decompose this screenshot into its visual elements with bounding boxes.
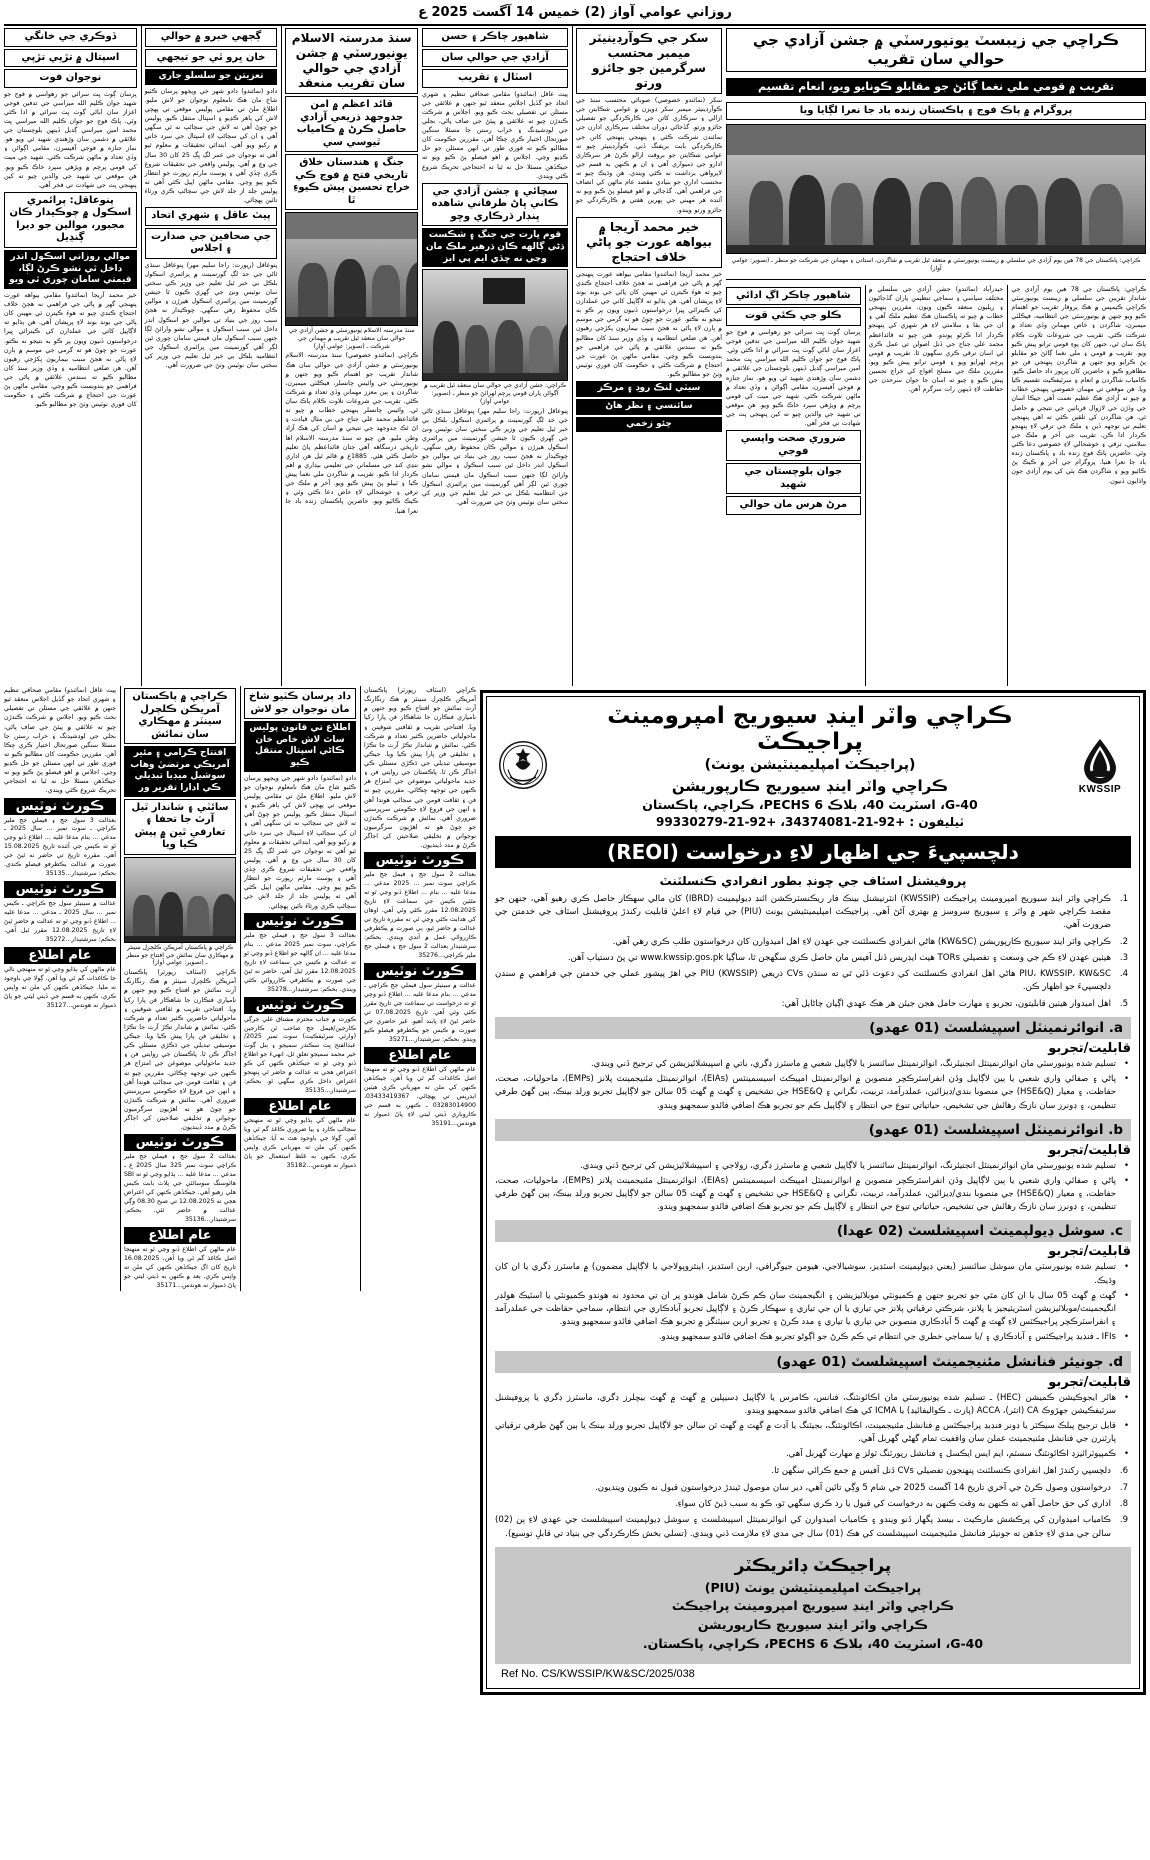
- lead-headline: ڪراچي جي زيبسٽ يونيورسٽي ۾ جشن آزادي جي حوالي سان تقريب: [726, 28, 1146, 72]
- bottom-left-photo: [124, 857, 236, 943]
- ad-closing-list: [495, 1465, 1131, 1541]
- position-a-qual-label: قابليت/تجربو: [1048, 1041, 1131, 1057]
- position-c-bar: [495, 1220, 1131, 1242]
- left-col3-body: پرسان ڳوٺ ڀت سرائي جو رهواسي ۾ فوج جو شهيد جوان ڪليم الله ميراسي جي تدفين فوجي اعزاز سان اباڻي ڳوٺ ڀت سرائي ۾ ادا ڪئي وئي. پاڪ فوج جو جوان ڪليم الله ميراسي ڀت محمد امين ميراسي ڳديل ڏينهن بلوچستان جي علائقي ۾ دشمن سان وڙهندي شهيد ٿي ويو هو. نماز جنازه ۾ فوجي آفيسرن، مقامي اڳواڻن ۽ وڏي تعداد ۾ ماڻهن شرڪت ڪئي. شهيد جي ميت کي قومي پرچم ۾ ويڙهي سپرد خاڪ ڪيو ويو. هن موقعي تي شهيد جي والدين چيو ته کين پنهنجي پٽ جي شهادت تي فخر آهي.: [3, 90, 137, 189]
- bullet-item: [495, 1058, 1131, 1071]
- school-headline: پنوعاقل: پرائمري اسڪول ۾ چوڪيدار ڪان مجبور، موالين جو ديرا ڳنڍيل: [4, 192, 137, 248]
- left-mid-kicker: سائٽي ۽ شاندار ٿيل آرٽ جا تحفا ۽ تعارفي ٿين ۾ پيش ڪيا ويا: [124, 799, 236, 855]
- position-a-bar: [495, 1017, 1131, 1039]
- court-notice-body: بعدالت 2 سول جج ۽ فيملي جج ملير ڪراچي سوٽ نمبر 325 سال 2025 ع ـ مدعي ... مدعا عليه ... ٻڌايو وڃي ٿو ته SBI هائوسنگ سوسائٽي جي پلاٽ بابت ڪيس هلي رهيو آهي. جيڪڏهن ڪنهن کي اعتراض هجي ته 12.08.2025 تي صبح 08.30 وڳي عدالت ۾ حاضر ٿئي. بحڪم: سرشتيدار...35136: [124, 1153, 236, 1224]
- position-c-qual-label: قابليت/تجربو: [1048, 1244, 1131, 1260]
- list-item: [495, 968, 1131, 995]
- left-photo-caption: سنڌ مدرستہ الاسلام يونيورسٽي ۾ جشن آزادي جي حوالي سان منعقد ٿيل تقريب ۾ مهمانن جي شرڪت ـ (تصوير: عوامي آواز): [288, 327, 415, 350]
- ad-title-primary: ڪراچي واٽر اينڊ سيوريج امپرومينٽ پراجيڪٽ: [607, 703, 1013, 756]
- bullet-text: تسليم شده يونيورسٽي مان انوائرنمينٽل انجنيئرنگ، انوائرنمينٽل سائنسز يا لاڳاپيل شعبي ۾ ماسٽرز ڊگري، باتي ۾ اسپيشلائيزيشن کي ترجيح ڏني ويندي.: [590, 1059, 1116, 1070]
- general-notice-body: عام ماڻهن کي اطلاع ڏنو وڃي ٿو ته منهنجا اصل ڪاغذ گم ٿي ويا آهن، 16.08.2025 تاريخ کان اڳ جيڪڏهن ڪنهن کي ملن ته واپس ڪري. بعد ۾ ڪنهن به ڏيتي ليتي جو پاڻ ذميوار نه هوندس...35171: [124, 1246, 236, 1290]
- bullet-text: گهٽ ۾ گهٽ 05 سال يا ان کان مٿي جو تجربو جنهن ۾ ڪميونٽي موبلائيزيشن ۽ انگيجمينٽ سان ڪم ڪرڻ شامل هوندو پر ان تي محدود نه هوندو ڪميونٽي يا اسٽيڪ هولڊر انگيجمينٽ/موبلائيزيشن اسٽريٽيجيز يا پلانز، شرڪتي ترقياتي پلانز جي تياري يا ان جي تياري ۽ سهڪار ڪرڻ ۽ لاڳاپيل تجربو آبادڪاري جي انتظام، سماجي حفاظت جي عملدرآمد ۽ انفراسٽرڪچر پراجيڪٽس لاءِ گهٽ ۾ گهٽ 5 آبادڪاري منصوبن جي تياري يا تياري ۽ مدد ڪرڻ ۽ تجربو اربن سيٽنگز ۾ تجربو هڪ اضافي فائدو سمجهيو ويندو.: [495, 1290, 1116, 1328]
- ad-title-block: [559, 703, 1061, 831]
- signature-project: ڪراچي واٽر اينڊ سيوريج امپرومينٽ پراجيڪٽ: [671, 1598, 955, 1614]
- lead-body-text-3: پرسان ڳوٺ ڀت سرائي جو رهواسي ۾ فوج جو شهيد جوان ڪليم الله ميراسي جي تدفين فوجي اعزاز سان اباڻي ڳوٺ ڀت سرائي ۾ ادا ڪئي وئي. پاڪ فوج جو جوان ڪليم الله ميراسي ڀت محمد امين ميراسي ڳديل ڏينهن بلوچستان جي علائقي ۾ دشمن سان وڙهندي شهيد ٿي ويو هو. نماز جنازه ۾ فوجي آفيسرن، مقامي اڳواڻن ۽ وڏي تعداد ۾ ماڻهن شرڪت ڪئي. شهيد جي ميت کي قومي پرچم ۾ ويڙهي سپرد خاڪ ڪيو ويو. هن موقعي تي شهيد جي والدين چيو ته کين پنهنجي پٽ جي شهادت تي فخر آهي.: [725, 328, 861, 428]
- item-number: 9.: [1119, 1515, 1129, 1526]
- kwssip-logo-text: KWSSIP: [1078, 784, 1122, 796]
- signature-org: ڪراچي واٽر اينڊ سيوريج ڪارپوريشن: [697, 1617, 929, 1633]
- item-number: 8.: [1119, 1499, 1129, 1509]
- bullet-icon: •: [1123, 1175, 1129, 1186]
- narrative-4: پيٽ عاقل (نمائندو) مقامي صحافي تنظيم ۽ شهري اتحاد جو گڏيل اجلاس منعقد ٿيو جنهن ۾ علائقي جي مسئلن تي تفصيلي بحث ڪيو ويو. اجلاس ۾ شرڪت ڪندڙن چيو ته علائقي ۾ پيئڻ جي صاف پاڻي، بجلي جي لوڊشيڊنگ ۽ خراب رستن جا مسئلا سنگين صورتحال اختيار ڪري چڪا آهن. مقررين حڪومت کان مطالبو ڪيو ته فوري طور تي انهن مسئلن جو حل ڪڍيو وڃي. اجلاس ۾ اهو فيصلو پڻ ڪيو ويو ته جيڪڏهن مسئلا حل نه ٿيا ته احتجاجي تحريڪ شروع ڪئي ويندي.: [4, 687, 116, 795]
- classified-col-1: [360, 686, 476, 1291]
- general-notice-body: عام ماڻهن کي ٻڌايو وڃي ٿو ته منهنجي نالي جا ڪاغذات گم ٿي ويا آهن. ڳولا جي باوجود نه مليا. جيڪڏهن ڪنهن کي ملن ته واپس ڪري. ڪنهن به قسم جي ڏيتي ليتي جو پاڻ ذميوار نه هوندس...35127: [4, 966, 116, 1010]
- item-number: 5.: [1119, 998, 1129, 1009]
- lead-subhead: تقريب ۾ قومي ملي نغما ڳائڻ جو مقابلو ڪونايو ويو، انعام تقسيم: [726, 78, 1146, 96]
- left-mid-headline: ڪراچي ۾ پاڪستان آمريڪن ڪلچرل سينٽر ۾ مهڪاري سان نمائش: [124, 688, 236, 744]
- left-col-2: [141, 26, 278, 686]
- court-notice-body: ڪورٽ ۾ جناب محترم مشتاق علي جرڳي ڪارجين/فيمل جج صاحب ٽن ڪارجين (وارثي سرٽيفڪيٽ) سوٽ نمبر 2025/ عبدالفتح ڀت سڪندر سميجو ۽ ٻنل ڳوٺ خير محمد سميجو تعلق ٿل، انهيءَ جو اطلاع ڏنو وڃي ٿو ته جيڪڏهن ڪنهن کي ڪو اعتراض هجي ته عدالت ۾ حاضر ٿي پنهنجو اعتراض داخل ڪري سگهي ٿو. بحڪم: سرشتيدار...35135: [244, 1015, 356, 1095]
- item-number: 7.: [1119, 1482, 1129, 1493]
- general-notice-body: عام ماڻهن کي اطلاع ڏنو وڃي ٿو ته منهنجا اصل ڪاغذات گم ٿي ويا آهن. جيڪڏهن ڪنهن کي ملن ته مهرباني ڪري هيٺين ايڊريس تي پهچائي. 03433419367، 03283014900 ـ ڪنهن به قسم جي ڪاروباري ڏيتي ليتي لاءِ پاڻ ذميوار نه هوندس...35191: [364, 1065, 476, 1127]
- bullet-item: [495, 1448, 1131, 1461]
- list-item: [495, 998, 1131, 1011]
- divider: [726, 279, 1146, 280]
- peace-headline: پيٽ عاقل ۽ شهري اتحاد: [145, 207, 278, 226]
- bullet-item: [495, 1261, 1131, 1287]
- left-box-3: تعزيتن جو سلسلو جاري: [145, 69, 278, 85]
- list-item: [495, 952, 1131, 965]
- court-notice-head: ڪورٽ نوٽيس: [364, 852, 476, 869]
- position-b-qual-label: قابليت/تجربو: [1048, 1142, 1131, 1158]
- left-mid-subhead: افتتاح ڪرامي ۽ مئير آمريڪي مرتضيٰ وهاب سوشيل ميڊيا تبديلي ڪي ادارا تقرير ور: [124, 746, 236, 797]
- stack-box-3: چئو زخمي: [576, 417, 722, 433]
- court-notice-body: بعدالت 2 سول جج ۽ فيمل جج ملير ڪراچي سوٽ نمبر ... 2025 مدعي ... مدعا عليه ... بنام ... اطلاع ڏنو وڃي ٿو ته مٿئين ڪيس جي سماعت لاءِ تاريخ 12.08.2025 مقرر ڪئي وئي آهي. اوهان کي هدايت ڪئي وڃي ٿي ته مقرره تاريخ تي عدالت ۾ حاضر ٿيو، ٻي صورت ۾ يڪطرفي ڪارروائي عمل ۾ آندي ويندي. بحڪم: سرشتيدار بعدالت 2 سول جج ۽ فيملي جج ملير ڪراچي...35276: [364, 871, 477, 960]
- top-zone: [4, 26, 1146, 686]
- bullet-text: تسليم شده يونيورسٽي مان انوائرنمينٽل انجنيئرنگ، انوائرنمينٽل سائنسز يا لاڳاپيل شعبي ۾ ماسٽرز ڊگري، زولاجي ۽ اسپيشلائيزيشن کي ترجيح ڏني ويندي.: [580, 1160, 1116, 1171]
- ad-reference-number: Ref No. CS/KWSSIP/KW&SC/2025/038: [501, 1667, 695, 1680]
- masthead: [4, 0, 1146, 26]
- bullet-text: پاڻي ۽ صفائي واري شعبي يا ٻين لاڳاپيل وڏن انفراسٽرڪچر منصوبن ۾ انوائرنمينٽل امپيڪٽ اسيسمينٽس (EIAs)، انوائرنمينٽل مئنيجمينٽ پلانز (EMPs)، ماحوليات، صحت، حفاظت، ۽ معيار (HSE&Q) جي منصوبا بندي/ڊيزائين، عملدرآمد، تربيت، نگراني ۽ HSE&Q جي تشخيص ۽ گهٽ ۾ گهٽ 05 سالن جو لاڳاپيل تجربو ورلڊ بينڪ، ٻين گهڻ طرفي تنظيمن، ۽ ڊونرز سان نازڪ رهائش جي تشخيص، حياتياتي تنوع جي انتظار ۽ لاڳاپيل ڪم جو تجربو هڪ اضافي فائدو سمجهيو ويندو.: [495, 1074, 1116, 1111]
- mid-box-2: آزادي جي حوالي سان: [422, 49, 568, 68]
- ad-header: [495, 703, 1131, 831]
- court-notice-head: ڪورٽ نوٽيس: [244, 997, 356, 1014]
- item-number: 6.: [1119, 1466, 1129, 1477]
- bullet-text: قابل ترجيح پبلڪ سيڪٽر يا ڊونر فنڊيڊ پراجيڪٽس ۾ فنانشل مئنيجمينٽ، اڪائونٽنگ، بجيٽنگ يا آڊٽ ۾ گهٽ ۾ گهٽ ٽن سالن جو لاڳاپيل تجربو ورلڊ بينڪ يا ٻين گهڻ طرفي ترقياتي پارٽنرن جي فنانشل مئنيجمينٽ عملن سان واقفيت تمام گهڻي گهربل آهي.: [495, 1420, 1116, 1445]
- position-d-bar: [495, 1351, 1131, 1373]
- list-item: [495, 893, 1131, 933]
- bullet-item: [495, 1420, 1131, 1446]
- small-box-c: ضروري صحت واپسي فوجي: [726, 430, 861, 461]
- ad-signature-block: [495, 1547, 1131, 1664]
- small-box-b: ڪلو جي ڪئي قوت: [726, 307, 861, 326]
- court-notice-body: بعدالت 3 سول جج ۽ فيملي جج ملير ڪراچي، سوٽ نمبر 2025 مدعي ... بنام مدعا عليه ... ان ڳالهه جو اطلاع ڏنو وڃي ٿو ته عدالت ۾ ڪيس جي سماعت لاءِ تاريخ 12.08.2025 مقرر ٿيل آهي. حاضر نه ٿيڻ جي صورت ۾ يڪطرفي ڪارروائي ڪئي ويندي. بحڪم: سرشتيدار...35278: [244, 931, 356, 993]
- left-top-kicker: جنگ ۽ هندستان خلاق تاريخي فتح ۾ فوج ڪي خراج تحسين پيش ڪيوءِ ٿا: [285, 154, 418, 210]
- khair-body: خير محمد آريجا (نمائندو) مقامي بيواهه عورت پنهنجي گهر ۾ پاڻي جي فراهمي نه هجڻ خلاف احتجاج ڪندي چيو ته هوءَ ڪيترن ئي مهينن کان پاڻي جي بوند بوند لاءِ پريشان آهي. هن ٻڌايو ته لاڳاپيل کاتي جي عملدارن کي ڪيترائي ڀيرا درخواستون ڏنيون ويون پر ڪو به نتيجو نه نڪتو. عورت جو چوڻ هو ته گرمي جي موسم ۾ ٻارن لاءِ پاڻي نه هجڻ سبب بيماريون پکڙجي رهيون آهن. هن ضلعي انتظاميه ۽ وڏي وزير سنڌ کان مطالبو ڪيو ته سندس علائقي ۾ پاڻي جي فراهمي جو بندوبست ڪيو وڃي. مقامي ماڻهن پڻ عورت جي احتجاج ۾ شرڪت ڪئي ۽ حڪومت کان فوري نوٽيس وٺڻ جو مطالبو ڪيو.: [576, 270, 722, 378]
- bullet-item: [495, 1290, 1131, 1330]
- left-box-2: خان ڀرو ٿي جو تيجهي: [145, 49, 278, 68]
- bullet-text: IFIs ـ فنڊيڊ پراجيڪٽس ۽ آبادڪاري ۽ /يا سماجي خطري جي انتظام تي ڪم ڪرڻ جو اڳوڻو تجربو هڪ اضافي فائدو سمجهيو ويندو.: [658, 1332, 1116, 1343]
- position-c-title: سوشل ڊيولپمينٽ اسپيشلسٽ (02 عهدا): [836, 1223, 1106, 1240]
- govt-emblem-icon: [495, 736, 551, 798]
- bullet-icon: •: [1123, 1160, 1129, 1171]
- bullet-item: [495, 1175, 1131, 1215]
- box-list-2: اسپتال ۾ تڙپي تڙپي: [4, 49, 137, 68]
- bullet-icon: •: [1123, 1290, 1129, 1301]
- bullet-item: [495, 1073, 1131, 1113]
- narrative-1: ڪراچي (اسٽاف رپورٽر) پاڪستان آمريڪن ڪلچرل سينٽر ۾ هڪ رنگارنگ آرٽ نمائش جو افتتاح ڪيو ويو جنهن ۾ نامياري فنڪارن جا شاهڪار فن پارا رکيا ويا. افتتاحي تقريب ۾ ثقافتي شوقينن ۽ ماحولياتي حاضرين ڪثير تعداد ۾ شرڪت ڪئي. نمائش ۾ شاندار تڪڙ آرٽ جا تڪڙا ۽ تخليقي فن پارا پيش ڪيا ويا. جيڪي موسيقي تبديلي جي ڌڪڙي مسئلي ڪي اجاگر ڪن ٿا. پاڪستان جي روايتي فن ۽ جديد ماحولياتي موضوعن جي امتزاج هر ڪنهن جي توجهه ڇڪائي. مقررين چيو ته فن ۽ ثقافت قومن جي سڃاڻپ هوندا آهن ۽ انهن جي فروغ لاءِ حڪومتي سرپرستي ضروري آهي. نمائش ۾ شرڪت ڪندڙن جو چوڻ هو ته اهڙيون سرگرميون نوجوانن ۾ تخليقي صلاحيتن کي اجاگر ڪرڻ ۾ مدد ڏينديون.: [364, 687, 476, 850]
- bullet-item: [495, 1160, 1131, 1173]
- peace-subhead: جي صحافين جي صدارت ۽ اجلاس: [145, 228, 278, 259]
- court-notice-head: ڪورٽ نوٽيس: [244, 913, 356, 930]
- mid-body-1: پيٽ عاقل (نمائندو) مقامي صحافي تنظيم ۽ شهري اتحاد جو گڏيل اجلاس منعقد ٿيو جنهن ۾ علائقي جي مسئلن تي تفصيلي بحث ڪيو ويو. اجلاس ۾ شرڪت ڪندڙن چيو ته علائقي ۾ پيئڻ جي صاف پاڻي، بجلي جي لوڊشيڊنگ ۽ خراب رستن جا مسئلا سنگين صورتحال اختيار ڪري چڪا آهن. مقررين حڪومت کان مطالبو ڪيو ته فوري طور تي انهن مسئلن جو حل ڪڍيو وڃي. اجلاس ۾ اهو فيصلو پڻ ڪيو ويو ته جيڪڏهن مسئلا حل نه ٿيا ته احتجاجي تحريڪ شروع ڪئي ويندي.: [422, 90, 568, 180]
- general-notice-head: عام اطلاع: [4, 947, 116, 964]
- flag-photo: [422, 269, 568, 381]
- mid-headline-dad: داد پرسان ڪٽيو شاخ مان نوجوان جو لاش: [244, 688, 356, 719]
- flag-photo-caption: ڪراچي: جشن آزادي جي حوالي سان منعقد ٿيل تقريب ۾ اڳواڻن پاران قومي پرچم لهرائڻ جو منظر ـ (تصوير: عوامي آواز): [424, 382, 566, 405]
- small-box-d: جوان بلوچستان جي شهيد: [726, 463, 861, 494]
- box-list-3: نوجوان فوت: [4, 69, 137, 88]
- list-item: [495, 1465, 1131, 1478]
- left-box-1: ڳجهي خبرو ۾ حوالي: [145, 28, 278, 47]
- position-d-bullets: [495, 1392, 1131, 1462]
- position-b-bar: [495, 1119, 1131, 1141]
- general-notice-head: عام اطلاع: [244, 1098, 356, 1115]
- position-d-key: d.: [1108, 1353, 1123, 1370]
- mid-box-3: اسٽال ۽ تقريب: [422, 69, 568, 88]
- court-notice-body: عدالت ۾ سينيئر سول فيملي جج ڪراچي ـ مدعي ... بنام مدعا عليه ... اطلاع ڏنو وڃي ٿو ته درخواست تي سماعت جي تاريخ مقرر ڪئي وئي آهي. تاريخ 07.08.2025 تي حاضر ٿيڻ لاءِ پابند آهيو. غير حاضري جي صورت ۾ ڪيس جو يڪطرفو فيصلو ڪيو ويندو. بحڪم: سرشتيدار...35271: [364, 982, 476, 1043]
- water-drop-icon: [1080, 738, 1120, 784]
- ad-title-org: ڪراچي واٽر اينڊ سيوريج ڪارپوريشن: [671, 777, 949, 796]
- classified-col-4: [4, 686, 116, 1291]
- signature-title: پراجيڪٽ ڊائريڪٽر: [734, 1555, 892, 1576]
- lead-kicker: پروگرام ۾ پاڪ فوج ۽ پاڪستان زنده باد جا نعرا لڳايا ويا: [726, 102, 1146, 121]
- bullet-text: تسليم شده يونيورسٽي مان سوشل سائنسز (يعني ڊيولپمينٽ اسٽڊيز، سوشيالاجي، هيومن جيوگرافي، اربن اسٽڊيز، اينٿروپولاجي يا لاڳاپيل مضمون) ۾ ماسٽرز ڊگري يا ان کان وڌيڪ.: [495, 1262, 1116, 1286]
- list-item: [495, 936, 1131, 949]
- bullet-icon: •: [1123, 1392, 1129, 1403]
- item-text: درخواستون وصول ڪرڻ جي آخري تاريخ 14 آگسٽ 2025 جي شام 5 وڳي تائين آهي، دير سان موصول ٿيندڙ درخواستون قبول نه ڪيون وينديون.: [595, 1482, 1111, 1493]
- list-item: [495, 1482, 1131, 1495]
- left-photo: [285, 212, 418, 326]
- bullet-text: پاڻي ۽ صفائي واري شعبي يا ٻين لاڳاپيل وڏن انفراسٽرڪچر منصوبن ۾ انوائرنمينٽل امپيڪٽ اسيسمينٽس (EIAs)، انوائرنمينٽل مئنيجمينٽ پلانز (EMPs)، ماحوليات، صحت، حفاظت، ۽ معيار (HSE&Q) جي منصوبا بندي/ڊيزائين، عملدرآمد، تربيت، نگراني ۽ HSE&Q جي تشخيص ۽ گهٽ ۾ گهٽ 05 سالن جو لاڳاپيل تجربو ورلڊ بينڪ، ٻين گهڻ طرفي تنظيمن، ۽ ڊونرز سان نازڪ رهائش جي تشخيص، حياتياتي تنوع جي انتظار ۽ لاڳاپيل ڪم جو تجربو هڪ اضافي فائدو سمجهيو ويندو.: [495, 1175, 1116, 1213]
- kwssip-advertisement: [480, 690, 1146, 1695]
- general-notice-head: عام اطلاع: [364, 1047, 476, 1064]
- classified-zone: [4, 686, 476, 1291]
- item-number: 1.: [1119, 893, 1129, 904]
- bottom-left-photo-caption: ڪراچي ۾ پاڪستان آمريڪن ڪلچرل سينٽر ۾ مهڪاري سان نمائش جي افتتاح جو منظر ـ (تصوير: عوامي آواز): [126, 943, 234, 967]
- item-text: اداري کي حق حاصل آهي ته ڪنهن به وقت ڪنهن به درخواست کي قبول يا رد ڪري سگهي ٿو، ڪو به سبب ڏيڻ کان سواءِ.: [674, 1499, 1111, 1509]
- mid-body-2: پنوعاقل (رپورٽ: راجا سليم مهر) پنوعاقل سنڌي ٿاڻي جي حد لڳ گورنمينٽ ۾ پرائمري اسڪول بلڪل بي خبر ٿيل تعليم جي وزير ڪي سختي سان نوٽيس ونئ جي ڳهري ڪيون ٿا جيشن گورنمينٽ مين پرائمري اسڪول هيرڙن ۽ موالين ڪان محفوظ رهي سگهي. چوڪيدار نه هجڻ سبب روز جي بنياد تي موالين جو اسڪول اندر داخل ٿين سبب اسڪول ۽ موالي نشو وارائڻ لڳا جنهن سبب اسڪول مان قيمتي سامان چوري ٿين لڳر آهي گورنمينٽ مين پرائمري اسڪول جي انتظاميه بلڪل بي خبر ٿيل تعليم جي وزير کي سختي سان نوٽيس وٺڻ جي ضرورت آهي.: [422, 407, 568, 506]
- list-item: [495, 1498, 1131, 1511]
- jashan-subhead: قوم ڀارت جي جنگ ۽ شڪست ڌڻي ڳالهه ڪان ڌرهير ملڪ مان وڃي نه ڇڏي ايم پي ايز: [422, 228, 568, 267]
- bullet-icon: •: [1123, 1059, 1129, 1070]
- position-c-key: c.: [1109, 1223, 1123, 1240]
- general-notice-body: عام ماڻهن کي ٻڌايو وڃي ٿو ته منهنجي سڃاڻپ ڪارڊ ۽ ٻيا ضروري ڪاغذ گم ٿي ويا آهن. ڳولا جي باوجود هٿ نه آيا. جيڪڏهن ڪنهن کي ملن ته مهرباني ڪري واپس ڪري. ڪنهن به غلط استعمال جو پاڻ ذميوار نه هوندس...35182: [244, 1117, 356, 1170]
- signature-address: 40-G، اسٽريٽ 40، بلاڪ 6 PECHS، ڪراچي، پاڪستان.: [642, 1635, 984, 1651]
- left-top-headline: سنڌ مدرستہ الاسلام يونيورسٽي ۾ جشن آزادي جي حوالي سان تقريب منعقد: [285, 28, 418, 94]
- masthead-text: روزاني عوامي آواز (2) خميس 14 آگست 2025 ع: [418, 4, 732, 20]
- left-zone: [4, 26, 418, 686]
- ad-subtitle: پروفيشنل اسٽاف جي چونڊ بطور انفرادي ڪنسلٽنٽ: [659, 873, 967, 888]
- left-col3-body-2: خير محمد آريجا (نمائندو) مقامي بيواهه عورت پنهنجي گهر ۾ پاڻي جي فراهمي نه هجڻ خلاف احتجاج ڪندي چيو ته هوءَ ڪيترن ئي مهينن کان پاڻي جي بوند بوند لاءِ پريشان آهي. هن ٻڌايو ته لاڳاپيل کاتي جي عملدارن کي ڪيترائي ڀيرا درخواستون ڏنيون ويون پر ڪو به نتيجو نه نڪتو. عورت جو چوڻ هو ته گرمي جي موسم ۾ ٻارن لاءِ پاڻي نه هجڻ سبب بيماريون پکڙجي رهيون آهن. هن ضلعي انتظاميه ۽ وڏي وزير سنڌ کان مطالبو ڪيو ته سندس علائقي ۾ پاڻي جي فراهمي جو بندوبست ڪيو وڃي. مقامي ماڻهن پڻ عورت جي احتجاج ۾ شرڪت ڪئي ۽ حڪومت کان فوري نوٽيس وٺڻ جو مطالبو ڪيو.: [3, 291, 137, 409]
- item-number: 2.: [1119, 936, 1129, 947]
- court-notice-body: عدالت ۾ سينيئر سول جج ڪراچي ـ ڪيس نمبر ... سال 2025 ـ مدعي ... مدعا عليه ... اطلاع ڏنو وڃي ٿو ته عدالت ۾ حاضر ٿيڻ لاءِ تاريخ 12.08.2025 مقرر ٿيل آهي. بحڪم: سرشتيدار...35272: [4, 900, 116, 944]
- left-col2-body: دادو (نمائندو) دادو شهر جي ويجهو پرسان ڪٽيو شاخ مان هڪ نامعلوم نوجوان جو لاش مليو. اطلاع ملڻ تي مقامي پوليس موقعي تي پهچي لاش کي ٻاهر ڪڍيو ۽ اسپتال منتقل ڪيو. پوليس جو چوڻ آهي ته لاش جي سڃاڻپ نه ٿي سگهي آهي ۽ ان کي سڃاڻپ لاءِ اسپتال جي سرد خاني ۾ رکيو ويو آهي. ابتدائي تحقيقات ۾ معلوم ٿيو آهي ته نوجوان جي عمر لڳ ڀڳ 25 کان 30 سال جي وچ ۾ آهي. پوليس واقعي جي تحقيقات شروع ڪري ڇڏي آهي ۽ پوسٽ مارٽم رپورٽ جو انتظار ڪيو پيو وڃي. مقامي ماڻهن اپيل ڪئي آهي ته پوليس جلد از جلد لاش جي سڃاڻپ ڪري ورثاءَ تائين پهچائي.: [144, 87, 278, 205]
- item-number: 3.: [1119, 952, 1129, 963]
- bullet-icon: •: [1123, 1074, 1129, 1085]
- ad-numbered-list: [495, 893, 1131, 1012]
- kwssip-logo: [1069, 738, 1131, 795]
- position-d-title: جونيئر فنانشل مئنيجمينٽ اسپيشلسٽ (01 عهدو): [776, 1353, 1104, 1370]
- ad-title-secondary: (پراجيڪٽ امپليمينٽيشن يونٽ): [704, 756, 916, 773]
- reoi-title-bar: دلچسپيءَ جي اظهار لاءِ درخواست (REOI): [495, 836, 1131, 868]
- court-notice-head: ڪورٽ نوٽيس: [4, 881, 116, 898]
- court-notice-head: ڪورٽ نوٽيس: [4, 798, 116, 815]
- position-b-bullets: [495, 1160, 1131, 1215]
- classified-col-2: [240, 686, 356, 1291]
- khair-headline: خير محمد آريجا ۾ بيواهه عورت جو پاڻي خلاف احتجاج: [576, 217, 722, 268]
- item-text: اهل اميدوار هيٺين قابليتون، تجربو ۽ مهارت حامل هجن جيئن هر هڪ عهدي اڳيان ڄاڻايل آهي:: [781, 998, 1111, 1009]
- kwssip-ad-wrapper: [480, 686, 1146, 1695]
- item-text: ڪامياب اميدوارن کي پرڪشش مارڪيٽ ـ بيسڊ پگهار ڏنو ويندو ۽ ڪامياب اميدوارن کي انوائرنمينٽل اسپيشلسٽ ۽ سوشل ڊيولپمينٽ اسپيشلسٽ جي عهدي لاءِ ٻن (02) سالن جي مدي لاءِ جڏهن ته جونيئر فنانشل مئنيجمينٽ اسپيشلسٽ کي هڪ (01) سال جي مدي لاءِ ملازمت ڏني ويندي. (تسلي بخش ڪارڪردگي جي بنياد تي قابلِ توسيع).: [495, 1515, 1111, 1539]
- item-text: دلچسپي رکندڙ اهل انفرادي ڪنسلٽنٽ پنهنجون تفصيلي CVs ڏنل آفيس ۾ جمع ڪرائي سگهن ٿا.: [771, 1466, 1111, 1477]
- small-box-e: مرڻ هرس مان حوالي: [726, 496, 861, 515]
- lead-photo: [726, 124, 1146, 254]
- court-notice-body: بعدالت 3 سول جج ۽ فيملي جج ملير ڪراچي ـ سوٽ نمبر ... سال 2025 ـ مدعي ... بنام مدعا عليه ... اطلاع ڏنو وڃي ٿو ته ڪيس جي آئنده تاريخ 15.08.2025 آهي. مقرره تاريخ تي حاضر نه ٿيڻ جي صورت ۾ عدالت يڪطرفو فيصلو ڪندي. بحڪم: سرشتيدار...35135: [4, 816, 117, 878]
- lead-body-text-2: حيدرآباد (نمائندو) جشن آزادي جي سلسلي ۾ مختلف سياسي ۽ سماجي تنظيمن پاران گڏجاڻيون ۽ ريليون منعقد ڪيون ويون. مقررين پنهنجي خطاب ۾ چيو ته پاڪستان هڪ عظيم ملڪ آهي ۽ ان جي بقا ۽ سلامتي لاءِ هر شهري کي پنهنجو ڪردار ادا ڪرڻو پوندو. هنن چيو ته قائداعظم محمد علي جناح جي ڏنل اصولن تي عمل ڪري ئي اسان ترقي ڪري سگهون ٿا. تقريب ۾ قومي پرچم لهرايو ويو ۽ قومي ترانو پيش ڪيو ويو. مقررين ملڪ جي مسلح افواج کي خراج تحسين پيش ڪيو ۽ چيو ته اسان جا جوان سرحدن جي حفاظت لاءِ ڏينهن رات سرگرم آهن.: [868, 285, 1004, 394]
- lead-body-columns: [726, 285, 1146, 686]
- ad-phone: ٽيليفون : +92-21-34374081، +92-21-99330279: [656, 814, 964, 829]
- left-col-3: [4, 26, 137, 686]
- signature-unit: پراجيڪٽ امپليمينٽيشن يونٽ (PIU): [704, 1579, 922, 1595]
- item-text: هيٺين عهدن لاءِ ڪم جي وسعت ۽ تفصيلي TORs هيٺ ايڊريس ڏنل آفيس مان حاصل ڪري سگهجن ٿا، ساڳيا www.kwssip.gos.pk تي پڻ دستياب آهن.: [567, 952, 1111, 963]
- lead-photo-caption: ڪراچي: پاڪستان جي 78 هين يوم آزادي جي سلسلي ۾ زيبسٽ يونيورسٽي ۾ منعقد ٿيل تقريب ۾ شاگردن، استادن ۽ مهمانن جي شرڪت جو منظر ـ (تصوير: عوامي آواز): [731, 257, 1141, 273]
- mid-subhead-dad: اطلاع تي قانون پوليس ساٿ لاش خاص خان ڪاڻي اسپتال منتقل ڪيو: [244, 721, 356, 772]
- item-text: ڪراچي واٽر اينڊ سيوريج ڪارپوريشن (KW&SC) هاڻي انفرادي ڪنسلٽنٽ جي عهدن لاءِ اهل اميدوارن کان درخواستون طلب ڪري رهي آهي.: [612, 936, 1111, 947]
- middle-col-1: [572, 26, 722, 686]
- position-a-bullets: [495, 1058, 1131, 1113]
- bullet-icon: •: [1123, 1420, 1129, 1431]
- middle-zone: [422, 26, 722, 686]
- bullet-icon: •: [1123, 1449, 1129, 1460]
- middle-col-2: [422, 26, 568, 686]
- stack-box-1: سيٽي لنڪ روڊ ۽ مرڪز: [576, 381, 722, 397]
- general-notice-head: عام اطلاع: [124, 1227, 236, 1244]
- position-c-bullets: [495, 1261, 1131, 1344]
- sukkur-body: سکر (نمائندو خصوصي) صوبائي محتسب سنڌ جي ڪوآرڊينيٽر ميمبر سکر ڊويزن ۾ عوامي شڪايتن جي ازالي ۽ سرڪاري کاتن جي ڪارڪردگي جو تفصيلي جائزو ورتو. گڏجاڻي دوران مختلف سرڪاري ادارن جي نمائندن شرڪت ڪئي ۽ پنهنجي پنهنجي کاتن جي ڪارڪردگي بابت بريفنگ ڏني. ڪوآرڊينيٽر چيو ته عوامي شڪايتن جو بروقت ازالو ڪرڻ هر سرڪاري ادارو جي ذميواري آهي ۽ ان ۾ ڪنهن به قسم جي لاپرواهي برداشت نه ڪئي ويندي. هن وڌيڪ چيو ته محتسب اداري جو بنيادي مقصد عام ماڻهن کي انصاف جي فراهمي آهي. گڏجاڻي ۾ اهو فيصلو پڻ ڪيو ويو ته آئنده هر مهيني جي پهرين هفتي ۾ ڪارڪردگي جو جائزو ورتو ويندو.: [576, 97, 722, 214]
- position-b-key: b.: [1108, 1121, 1123, 1138]
- position-a-key: a.: [1108, 1020, 1123, 1037]
- jashan-headline: سچائي ۽ جشن آزادي جي ڪاني ڀاڻ طرفاني شاهده ڀنڊار ڌرڪاري وڇو: [422, 183, 568, 227]
- bullet-icon: •: [1123, 1262, 1129, 1273]
- bullet-item: [495, 1392, 1131, 1418]
- classified-col-3: [120, 686, 236, 1291]
- bullet-item: [495, 1331, 1131, 1344]
- left-col2-body-2: پنوعاقل (رپورٽ: راجا سليم مهر) پنوعاقل سنڌي ٿاڻي جي حد لڳ گورنمينٽ ۾ پرائمري اسڪول بلڪل بي خبر ٿيل تعليم جي وزير ڪي سختي سان نوٽيس ونئ جي ڳهري ڪيون ٿا جيشن گورنمينٽ مين پرائمري اسڪول هيرڙن ۽ موالين ڪان محفوظ رهي سگهي. چوڪيدار نه هجڻ سبب روز جي بنياد تي موالين جو اسڪول اندر داخل ٿين سبب اسڪول ۽ موالي نشو وارائڻ لڳا جنهن سبب اسڪول مان قيمتي سامان چوري ٿين لڳر آهي گورنمينٽ مين پرائمري اسڪول جي انتظاميه بلڪل بي خبر ٿيل تعليم جي وزير کي سختي سان نوٽيس وٺڻ جي ضرورت آهي.: [144, 261, 278, 370]
- list-item: [495, 1514, 1131, 1541]
- mid-box-1: شاهپور چاڪر ۽ حسن: [422, 28, 568, 47]
- stack-box-2: سائنسي ۽ نظر هاڻ: [576, 399, 722, 415]
- item-text: ڪراچي واٽر اينڊ سيوريج امپرومينٽ پراجيڪٽ (KWSSIP) انٽرنيشنل بينڪ فار ريڪنسٽرڪشن ائنڊ ڊيولپمينٽ (IBRD) کان مالي سهڪار حاصل ڪري رهيو آهي، جنهن جو مقصد ڪراچي شهر ۾ واٽر ۽ سيوريج سروسز ۾ بهتري آڻڻ آهي. پراجيڪٽ امپليمينٽيشن يونٽ (PIU) جي قيام لاءِ اعليٰ قابليت رکندڙ پروفيشنل اسٽاف جي خدمتن جي ضرورت آهي.: [495, 893, 1111, 931]
- sukkur-headline: سکر جي ڪوآرڊينيٽر ميمبر محتسب سرگرمين جو جائزو ورتو: [576, 28, 722, 94]
- item-text: PIU، KWSSIP، KW&SC هاڻي اهل انفرادي ڪنسلٽنٽ کي دعوت ڏئي ٿي ته سنڌن CVs ذريعي PIU (KWSSIP) جي اهڙ پيشور عملي جي خدمتن جي فراهمي ۾ سندن دلچسپيءَ جو اظهار ڪن.: [495, 969, 1111, 993]
- left-col-1: [281, 26, 418, 686]
- lead-story-column: [726, 26, 1146, 686]
- court-notice-head: ڪورٽ نوٽيس: [124, 1134, 236, 1151]
- position-b-title: انوائرنمينٽل اسپيشلسٽ (01 عهدو): [868, 1121, 1104, 1138]
- narrative-2: دادو (نمائندو) دادو شهر جي ويجهو پرسان ڪٽيو شاخ مان هڪ نامعلوم نوجوان جو لاش مليو. اطلاع ملڻ تي مقامي پوليس موقعي تي پهچي لاش کي ٻاهر ڪڍيو ۽ اسپتال منتقل ڪيو. پوليس جو چوڻ آهي ته لاش جي سڃاڻپ نه ٿي سگهي آهي ۽ ان کي سڃاڻپ لاءِ اسپتال جي سرد خاني ۾ رکيو ويو آهي. ابتدائي تحقيقات ۾ معلوم ٿيو آهي ته نوجوان جي عمر لڳ ڀڳ 25 کان 30 سال جي وچ ۾ آهي. پوليس واقعي جي تحقيقات شروع ڪري ڇڏي آهي ۽ پوسٽ مارٽم رپورٽ جو انتظار ڪيو پيو وڃي. مقامي ماڻهن اپيل ڪئي آهي ته پوليس جلد از جلد لاش جي سڃاڻپ ڪري ورثاءَ تائين پهچائي.: [244, 774, 357, 910]
- narrative-3: ڪراچي (اسٽاف رپورٽر) پاڪستان آمريڪن ڪلچرل سينٽر ۾ هڪ رنگارنگ آرٽ نمائش جو افتتاح ڪيو ويو جنهن ۾ نامياري فنڪارن جا شاهڪار فن پارا رکيا ويا. افتتاحي تقريب ۾ ثقافتي شوقينن ۽ ماحولياتي حاضرين ڪثير تعداد ۾ شرڪت ڪئي. نمائش ۾ شاندار تڪڙ آرٽ جا تڪڙا ۽ تخليقي فن پارا پيش ڪيا ويا. جيڪي موسيقي تبديلي جي ڌڪڙي مسئلي ڪي اجاگر ڪن ٿا. پاڪستان جي روايتي فن ۽ جديد ماحولياتي موضوعن جي امتزاج هر ڪنهن جي توجهه ڇڪائي. مقررين چيو ته فن ۽ ثقافت قومن جي سڃاڻپ هوندا آهن ۽ انهن جي فروغ لاءِ حڪومتي سرپرستي ضروري آهي. نمائش ۾ شرڪت ڪندڙن جو چوڻ هو ته اهڙيون سرگرميون نوجوانن ۾ تخليقي صلاحيتن کي اجاگر ڪرڻ ۾ مدد ڏينديون.: [124, 969, 236, 1132]
- lead-body-text: ڪراچي: پاڪستان جي 78 هين يوم آزادي جي شاندار تقريبن جي سلسلي ۾ زيبسٽ يونيورسٽي ڪراچي ڪيمپس ۾ هڪ پروقار تقريب جو اهتمام ڪيو ويو جنهن ۾ يونيورسٽي جي انتظاميه، فيڪلٽي ميمبرن، شاگردن ۽ خاص مهمانن وڏي تعداد ۾ شرڪت ڪئي. تقريب جي شروعات تلاوت ڪلام پاڪ سان ٿي، جنهن کان پوءِ قومي ترانو پيش ڪيو ويو. تقريب ۾ قومي ۽ ملي نغما ڳائڻ جو مقابلو پڻ ڪرايو ويو جنهن ۾ شاگردن پنهنجي فن جو مظاهرو ڪيو ۽ حاضرين کان ڀرپور داد حاصل ڪيو. ڪامياب شاگردن ۾ انعام ۽ سرٽيفڪيٽ تقسيم ڪيا ويا. هن موقعي تي مهمان خصوصي پنهنجي خطاب ۾ چيو ته آزادي هڪ عظيم نعمت آهي جيڪا اسان جي وڏڙن جي لازوال قربانين جي نتيجي ۾ حاصل ٿي. هن شاگردن کي تلقين ڪئي ته اهي پنهنجي تعليم تي توجهه ڏين ۽ ملڪ جي ترقي لاءِ پنهنجو ڪردار ادا ڪن. تقريب جي آخر ۾ ملڪ جي سلامتي، ترقي ۽ خوشحالي لاءِ خصوصي دعا ڪئي وئي. حاضرين پاڪ فوج زنده باد ۽ پاڪستان زنده باد جا نعرا هنيا. پروگرام جي آخر ۾ ڪيڪ پڻ ڪاٽيو ويو ۽ شاگردن هڪ ٻئي کي يوم آزادي جون واڌايون ڏنيون.: [1011, 285, 1146, 485]
- position-d-qual-label: قابليت/تجربو: [1048, 1374, 1131, 1390]
- court-notice-head: ڪورٽ نوٽيس: [364, 963, 476, 980]
- box-list-1: ڏوڪري جي خانگي: [4, 28, 137, 47]
- school-subhead: موالي روزاني اسڪول اندر داخل ٿي نشو ڪرڻ لڳا، قيمتي سامان چوري ٿي ويو: [4, 250, 137, 289]
- lower-zone: [4, 686, 1146, 1695]
- item-number: 4.: [1119, 969, 1129, 980]
- bullet-text: هائر ايجوڪيشن ڪميشن (HEC) ـ تسليم شده يونيورسٽي مان اڪائونٽنگ، فنانس، ڪامرس يا لاڳاپيل ڊسيپلين ۾ گهٽ ۾ گهٽ بيچلرز ڊگري، ماسٽرز ڊگري يا پروفيشنل سرٽيفڪيشن جهڙوڪ CA (انٽر)، ACCA (پارٽ ـ ڪواليفائيڊ) يا ICMA کي هڪ اضافي فائدو سمجهيو ويندو.: [495, 1392, 1116, 1416]
- bullet-text: ڪمپيوٽرائيزڊ اڪائونٽنگ سسٽم، ايم ايس ايڪسل ۽ فنانشل رپورٽنگ ٽولز ۾ مهارت گهربل آهي.: [785, 1449, 1116, 1460]
- bullet-icon: •: [1123, 1332, 1129, 1343]
- ad-address: 40-G، اسٽريٽ 40، بلاڪ 6 PECHS، ڪراچي، پاڪستان: [642, 797, 978, 813]
- left-top-subhead: قائد اعظم ۾ امن جدوجهد ذريعي آزادي حاصل ڪرڻ ۾ ڪامياب ٿيوسي سي: [285, 96, 418, 152]
- position-a-title: انوائرنمينٽل اسپيشلسٽ (01 عهدو): [869, 1020, 1105, 1037]
- left-top-body: ڪراچي (نمائندو خصوصي) سنڌ مدرستہ الاسلام يونيورسٽي ۾ جشن آزادي جي حوالي سان هڪ شاندار تقريب جو اهتمام ڪيو ويو جنهن ۾ يونيورسٽي جي وائيس چانسلر، فيڪلٽي ميمبرن، شاگردن ۽ ٻين معزز مهمانن وڏي تعداد ۾ شرڪت ڪئي. تقريب جي شروعات تلاوت ڪلام پاڪ سان ٿي. وائيس چانسلر پنهنجي خطاب ۾ چيو ته قائداعظم محمد علي جناح جي بي مثال قيادت ۽ اڻ ٿڪ جدوجهد جي نتيجي ۾ اسان کي هڪ آزاد وطن مليو. هن چيو ته سنڌ مدرستہ الاسلام اها تاريخي درسگاهه آهي جتان قائداعظم پاڻ تعليم حاصل ڪئي هئي. 1885ع ۾ قائم ٿيل هن اداري ننڍي کنڊ جي مسلمانن جي تعليمي بيداري ۾ اهم ڪردار ادا ڪيو. تقريب ۾ شاگردن ملي نغما پيش ڪيا ۽ ٽيبلو پڻ پيش ڪيو ويو. آخر ۾ ملڪ جي ترقي ۽ خوشحالي لاءِ خاص دعا ڪئي وئي ۽ ڪيڪ ڪاٽيو ويو. حاضرين پاڪستان زنده باد جا نعرا هنيا.: [285, 352, 418, 515]
- small-box-a: شاهپور چاڪر اڳ ادائي: [726, 287, 861, 306]
